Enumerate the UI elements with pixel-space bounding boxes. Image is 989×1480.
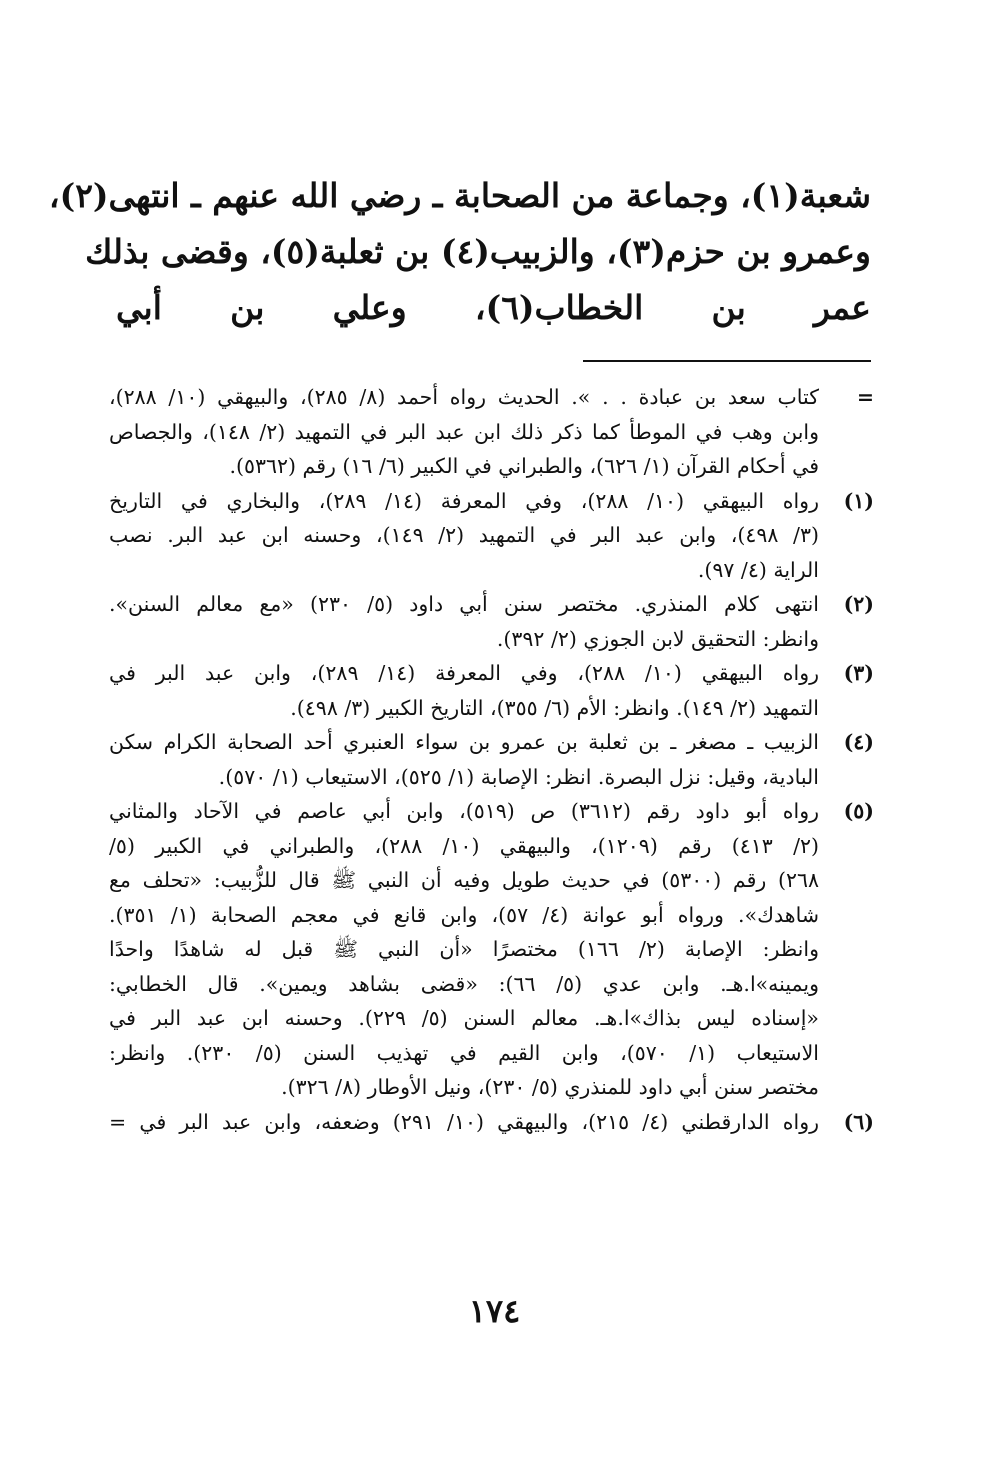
main-text-block bbox=[48, 168, 871, 336]
footnote-line: في أحكام القرآن (١/ ٦٢٦)، والطبراني في الكبير (٦/ ١٦) رقم (٥٣٦٢). bbox=[229, 454, 819, 478]
footnote-line: شاهدك». ورواه أبو عوانة (٤/ ٥٧)، وابن قانع في معجم الصحابة (١/ ٣٥١). bbox=[109, 902, 819, 927]
footnote-marker: (٤) bbox=[843, 730, 874, 754]
footnote-line: البادية، وقيل: نزل البصرة. انظر: الإصابة (١/ ٥٢٥)، الاستيعاب (١/ ٥٧٠). bbox=[218, 764, 819, 789]
main-text-line: شعبة(١)، وجماعة من الصحابة ـ رضي الله عنهم ـ انتهى(٢)، bbox=[48, 176, 871, 215]
footnote-1 bbox=[109, 484, 874, 588]
footnote-line: وانظر: الإصابة (٢/ ١٦٦) مختصرًا «أن النبي ﷺ قبل له شاهدًا واحدًا bbox=[109, 937, 819, 961]
footnote-line: (٢/ ٤١٣) رقم (١٢٠٩)، والبيهقي (١٠/ ٢٨٨)، والطبراني في الكبير (٥/ bbox=[109, 833, 819, 858]
footnote-marker: (٥) bbox=[843, 799, 874, 823]
footnote-line: الراية (٤/ ٩٧). bbox=[697, 557, 819, 582]
main-text-line: عمر بن الخطاب(٦)، وعلي بن أبي bbox=[116, 288, 871, 327]
footnote-2 bbox=[109, 587, 874, 656]
footnote-6 bbox=[109, 1105, 874, 1140]
footnote-line: ويمينه»ا.هـ. وابن عدي (٥/ ٦٦): «قضى بشاهد ويمين». قال الخطابي: bbox=[109, 971, 819, 996]
footnote-5 bbox=[109, 794, 874, 1105]
main-text-line: وعمرو بن حزم(٣)، والزبيب(٤) بن ثعلبة(٥)، وقضى بذلك bbox=[85, 232, 871, 271]
footnote-line: وابن وهب في الموطأ كما ذكر ذلك ابن عبد البر في التمهيد (٢/ ١٤٨)، والجصاص bbox=[109, 419, 819, 444]
footnote-4 bbox=[109, 725, 874, 794]
page-number: ١٧٤ bbox=[468, 1292, 521, 1330]
footnote-3 bbox=[109, 656, 874, 725]
footnote-line: رواه البيهقي (١٠/ ٢٨٨)، وفي المعرفة (١٤/ ٢٨٩)، والبخاري في التاريخ bbox=[109, 488, 819, 513]
footnote-line: ٢٦٨) رقم (٥٣٠٠) في حديث طويل وفيه أن النبي ﷺ قال للزُّبيب: «تحلف مع bbox=[109, 868, 820, 892]
footnotes-block bbox=[109, 380, 874, 1139]
footnote-marker: = bbox=[856, 385, 874, 409]
footnote-line: رواه البيهقي (١٠/ ٢٨٨)، وفي المعرفة (١٤/ ٢٨٩)، وابن عبد البر في bbox=[109, 661, 819, 685]
footnote-line: الاستيعاب (١/ ٥٧٠)، وابن القيم في تهذيب السنن (٥/ ٢٣٠). وانظر: bbox=[109, 1040, 819, 1065]
footnote-line: رواه أبو داود رقم (٣٦١٢) ص (٥١٩)، وابن أبي عاصم في الآحاد والمثاني bbox=[109, 799, 819, 823]
footnote-line: التمهيد (٢/ ١٤٩). وانظر: الأم (٦/ ٣٥٥)، التاريخ الكبير (٣/ ٤٩٨). bbox=[290, 695, 819, 720]
footnote-line: رواه الدارقطني (٤/ ٢١٥)، والبيهقي (١٠/ ٢٩١) وضعفه، وابن عبد البر في = bbox=[109, 1109, 820, 1134]
footnote-marker: (٣) bbox=[843, 661, 874, 685]
footnote-line: «إسناده ليس بذاك»ا.هـ. معالم السنن (٥/ ٢٢٩). وحسنه ابن عبد البر في bbox=[109, 1006, 819, 1030]
footnote-line: مختصر سنن أبي داود للمنذري (٥/ ٢٣٠)، ونيل الأوطار (٨/ ٣٢٦). bbox=[281, 1075, 819, 1099]
footnote-marker: (٢) bbox=[843, 592, 874, 616]
footnote-line: وانظر: التحقيق لابن الجوزي (٢/ ٣٩٢). bbox=[496, 626, 819, 651]
footnote-continuation bbox=[109, 380, 874, 484]
footnote-divider bbox=[583, 360, 871, 362]
footnote-marker: (٦) bbox=[843, 1109, 874, 1134]
footnote-marker: (١) bbox=[843, 488, 874, 513]
footnote-line: (٣/ ٤٩٨)، وابن عبد البر في التمهيد (٢/ ١٤٩)، وحسنه ابن عبد البر. نصب bbox=[109, 523, 819, 547]
footnote-line: كتاب سعد بن عبادة . . ». الحديث رواه أحمد (٨/ ٢٨٥)، والبيهقي (١٠/ ٢٨٨)، bbox=[109, 385, 819, 409]
footnote-line: الزبيب ـ مصغر ـ بن ثعلبة بن عمرو بن سواء العنبري أحد الصحابة الكرام سكن bbox=[109, 730, 819, 754]
footnote-line: انتهى كلام المنذري. مختصر سنن أبي داود (٥/ ٢٣٠) «مع معالم السنن». bbox=[109, 592, 819, 616]
